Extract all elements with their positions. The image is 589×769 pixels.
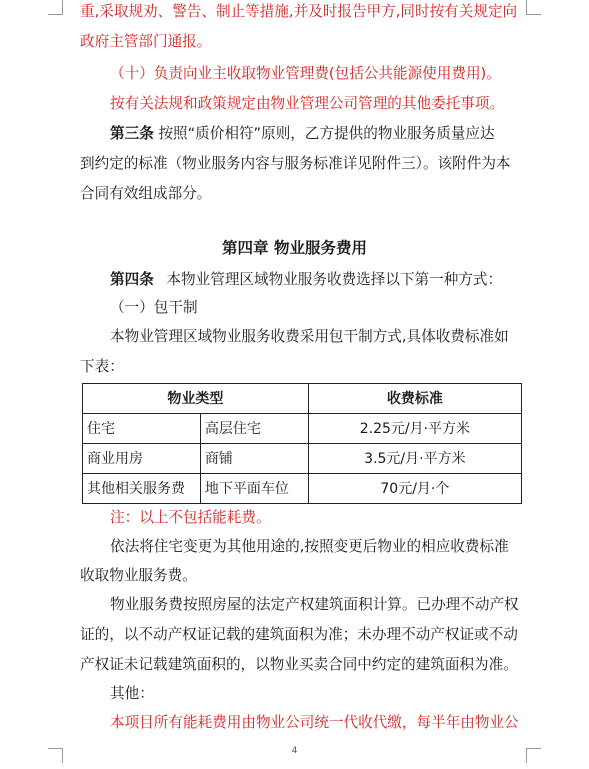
- body-text-line: 依法将住宅变更为其他用途的,按照变更后物业的相应收费标准: [110, 538, 509, 555]
- body-text-line: 本物业管理区域物业服务收费采用包干制方式,具体收费标准如: [110, 328, 509, 345]
- body-text-line: 重,采取规劝、警告、制止等措施,并及时报告甲方,同时按有关规定向: [80, 3, 518, 20]
- page-number: 4: [291, 746, 298, 756]
- article-text: 本物业管理区域物业服务收费选择以下第一种方式：: [166, 271, 503, 288]
- table-cell: 3.5元/月·平方米: [308, 444, 521, 474]
- table-cell: 商业用房: [83, 444, 201, 474]
- body-text-line: 到约定的标准（物业服务内容与服务标准详见附件三）。该附件为本: [80, 155, 511, 172]
- table-cell: 商铺: [200, 444, 308, 474]
- article-4-line: [110, 270, 555, 290]
- article-text: 按照“质价相符”原则，乙方提供的物业服务质量应达: [158, 125, 495, 142]
- body-text-line: 本项目所有能耗费用由物业公司统一代收代缴，每半年由物业公: [110, 714, 519, 731]
- chapter-heading: 第四章 物业服务费用: [222, 239, 367, 257]
- body-text-line: 下表：: [80, 358, 124, 375]
- table-header-row: [83, 384, 522, 414]
- body-text-line: 合同有效组成部分。: [80, 185, 212, 202]
- table-row: [83, 414, 522, 444]
- table-cell: 2.25元/月·平方米: [308, 414, 521, 444]
- table-note: 注：以上不包括能耗费。: [110, 509, 271, 526]
- body-text-line: 证的，以不动产权证记载的建筑面积为准；未办理不动产权证或不动: [80, 626, 518, 643]
- body-text-line: 按有关法规和政策规定由物业管理公司管理的其他委托事项。: [110, 95, 505, 112]
- body-text-line: 其他：: [110, 685, 154, 702]
- table-row: [83, 444, 522, 474]
- article-label: 第三条: [110, 125, 154, 142]
- table-header-cell: 收费标准: [308, 384, 521, 414]
- body-text-line: 政府主管部门通报。: [80, 33, 212, 50]
- page-corner-mark: [48, 0, 63, 15]
- table-header-cell: 物业类型: [83, 384, 309, 414]
- table-cell: 地下平面车位: [200, 474, 308, 504]
- body-text-line: 收取物业服务费。: [80, 567, 197, 584]
- table-row: [83, 474, 522, 504]
- article-label: 第四条: [110, 271, 154, 288]
- table-cell: 高层住宅: [200, 414, 308, 444]
- article-3-line: [110, 124, 555, 144]
- page-corner-mark: [526, 0, 541, 15]
- table-cell: 70元/月·个: [308, 474, 521, 504]
- option-line: （一）包干制: [110, 299, 198, 316]
- body-text-line: 产权证未记载建筑面积的，以物业买卖合同中约定的建筑面积为准。: [80, 656, 518, 673]
- fee-standard-table: [82, 383, 522, 504]
- table-cell: 住宅: [83, 414, 201, 444]
- body-text-line: 物业服务费按照房屋的法定产权建筑面积计算。已办理不动产权: [110, 596, 519, 613]
- body-text-line: （十）负责向业主收取物业管理费(包括公共能源使用费用)。: [110, 65, 501, 82]
- table-cell: 其他相关服务费: [83, 474, 201, 504]
